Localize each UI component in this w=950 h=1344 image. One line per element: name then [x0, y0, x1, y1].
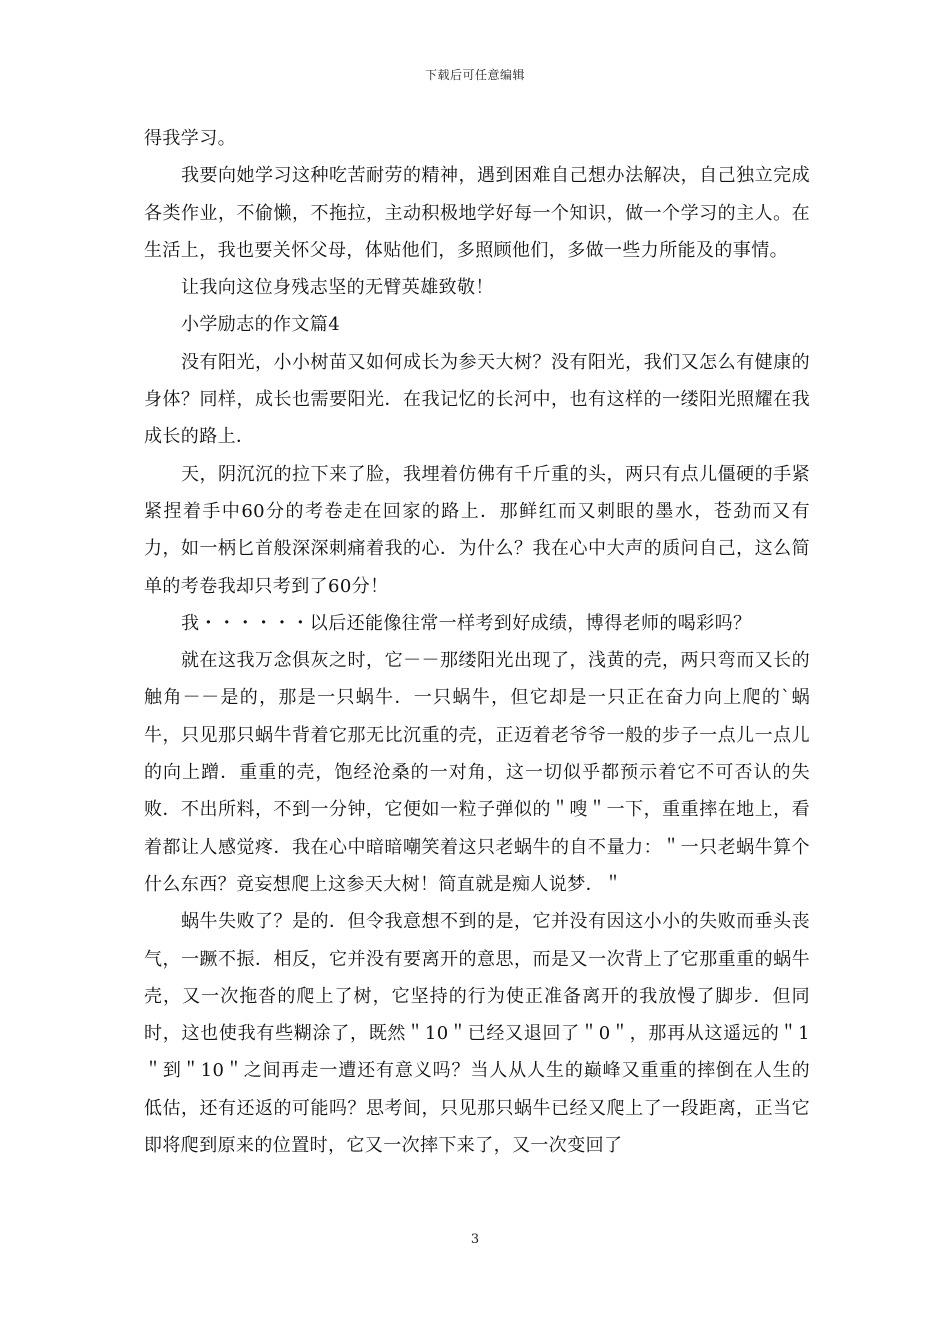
paragraph: 就在这我万念俱灰之时，它－－那缕阳光出现了，浅黄的壳，两只弯而又长的触角－－是的，那是一只蜗牛．一只蜗牛，但它却是一只正在奋力向上爬的`蜗牛，只见那只蜗牛背着它那无比沉重的壳，正迈着老爷爷一般的步子一点儿一点儿的向上蹭．重重的壳，饱经沧桑的一对角，这一切似乎都预示着它不可否认的失败．不出所料，不到一分钟，它便如一粒子弹似的＂嗖＂一下，重重摔在地上，看着都让人感觉疼．我在心中暗暗嘲笑着这只老蜗牛的自不量力：＂一只老蜗牛算个什么东西？竟妄想爬上这参天大树！简直就是痴人说梦．＂ [144, 650, 810, 895]
paragraph: 天，阴沉沉的拉下来了脸，我埋着仿佛有千斤重的头，两只有点儿僵硬的手紧紧捏着手中60分的考卷走在回家的路上．那鲜红而又刺眼的墨水，苍劲而又有力，如一柄匕首般深深刺痛着我的心．为什么？我在心中大声的质问自己，这么简单的考卷我却只考到了60分！ [144, 463, 810, 597]
paragraph-continuation: 得我学习。 [144, 128, 236, 149]
paragraph: 蜗牛失败了？是的．但令我意想不到的是，它并没有因这小小的失败而垂头丧气，一蹶不振．相反，它并没有要离开的意思，而是又一次背上了它那重重的蜗牛壳，又一次拖沓的爬上了树，它坚持的行为使正准备离开的我放慢了脚步．但同时，这也使我有些糊涂了，既然＂10＂已经又退回了＂0＂，那再从这遥远的＂1＂到＂10＂之间再走一遭还有意义吗？当人从人生的巅峰又重重的摔倒在人生的低估，还有还返的可能吗？思考间，只见那只蜗牛已经又爬上了一段距离，正当它即将爬到原来的位置时，它又一次摔下来了，又一次变回了 [144, 911, 810, 1157]
paragraph: 让我向这位身残志坚的无臂英雄致敬！ [181, 277, 494, 299]
paragraph: 我・・・・・・以后还能像往常一样考到好成绩，博得老师的喝彩吗？ [181, 612, 752, 634]
body-text [144, 120, 810, 1164]
page-number: 3 [470, 1232, 480, 1247]
paragraph: 没有阳光，小小树苗又如何成长为参天大树？没有阳光，我们又怎么有健康的身体？同样，成长也需要阳光．在我记忆的长河中，也有这样的一缕阳光照耀在我成长的路上． [144, 351, 810, 448]
section-title: 小学励志的作文篇4 [181, 314, 341, 336]
paragraph: 我要向她学习这种吃苦耐劳的精神，遇到困难自己想办法解决，自己独立完成各类作业，不偷懒，不拖拉，主动积极地学好每一个知识，做一个学习的主人。在生活上，我也要关怀父母，体贴他们，多照顾他们，多做一些力所能及的事情。 [144, 165, 810, 261]
page-header: 下载后可任意编辑 [424, 68, 525, 82]
